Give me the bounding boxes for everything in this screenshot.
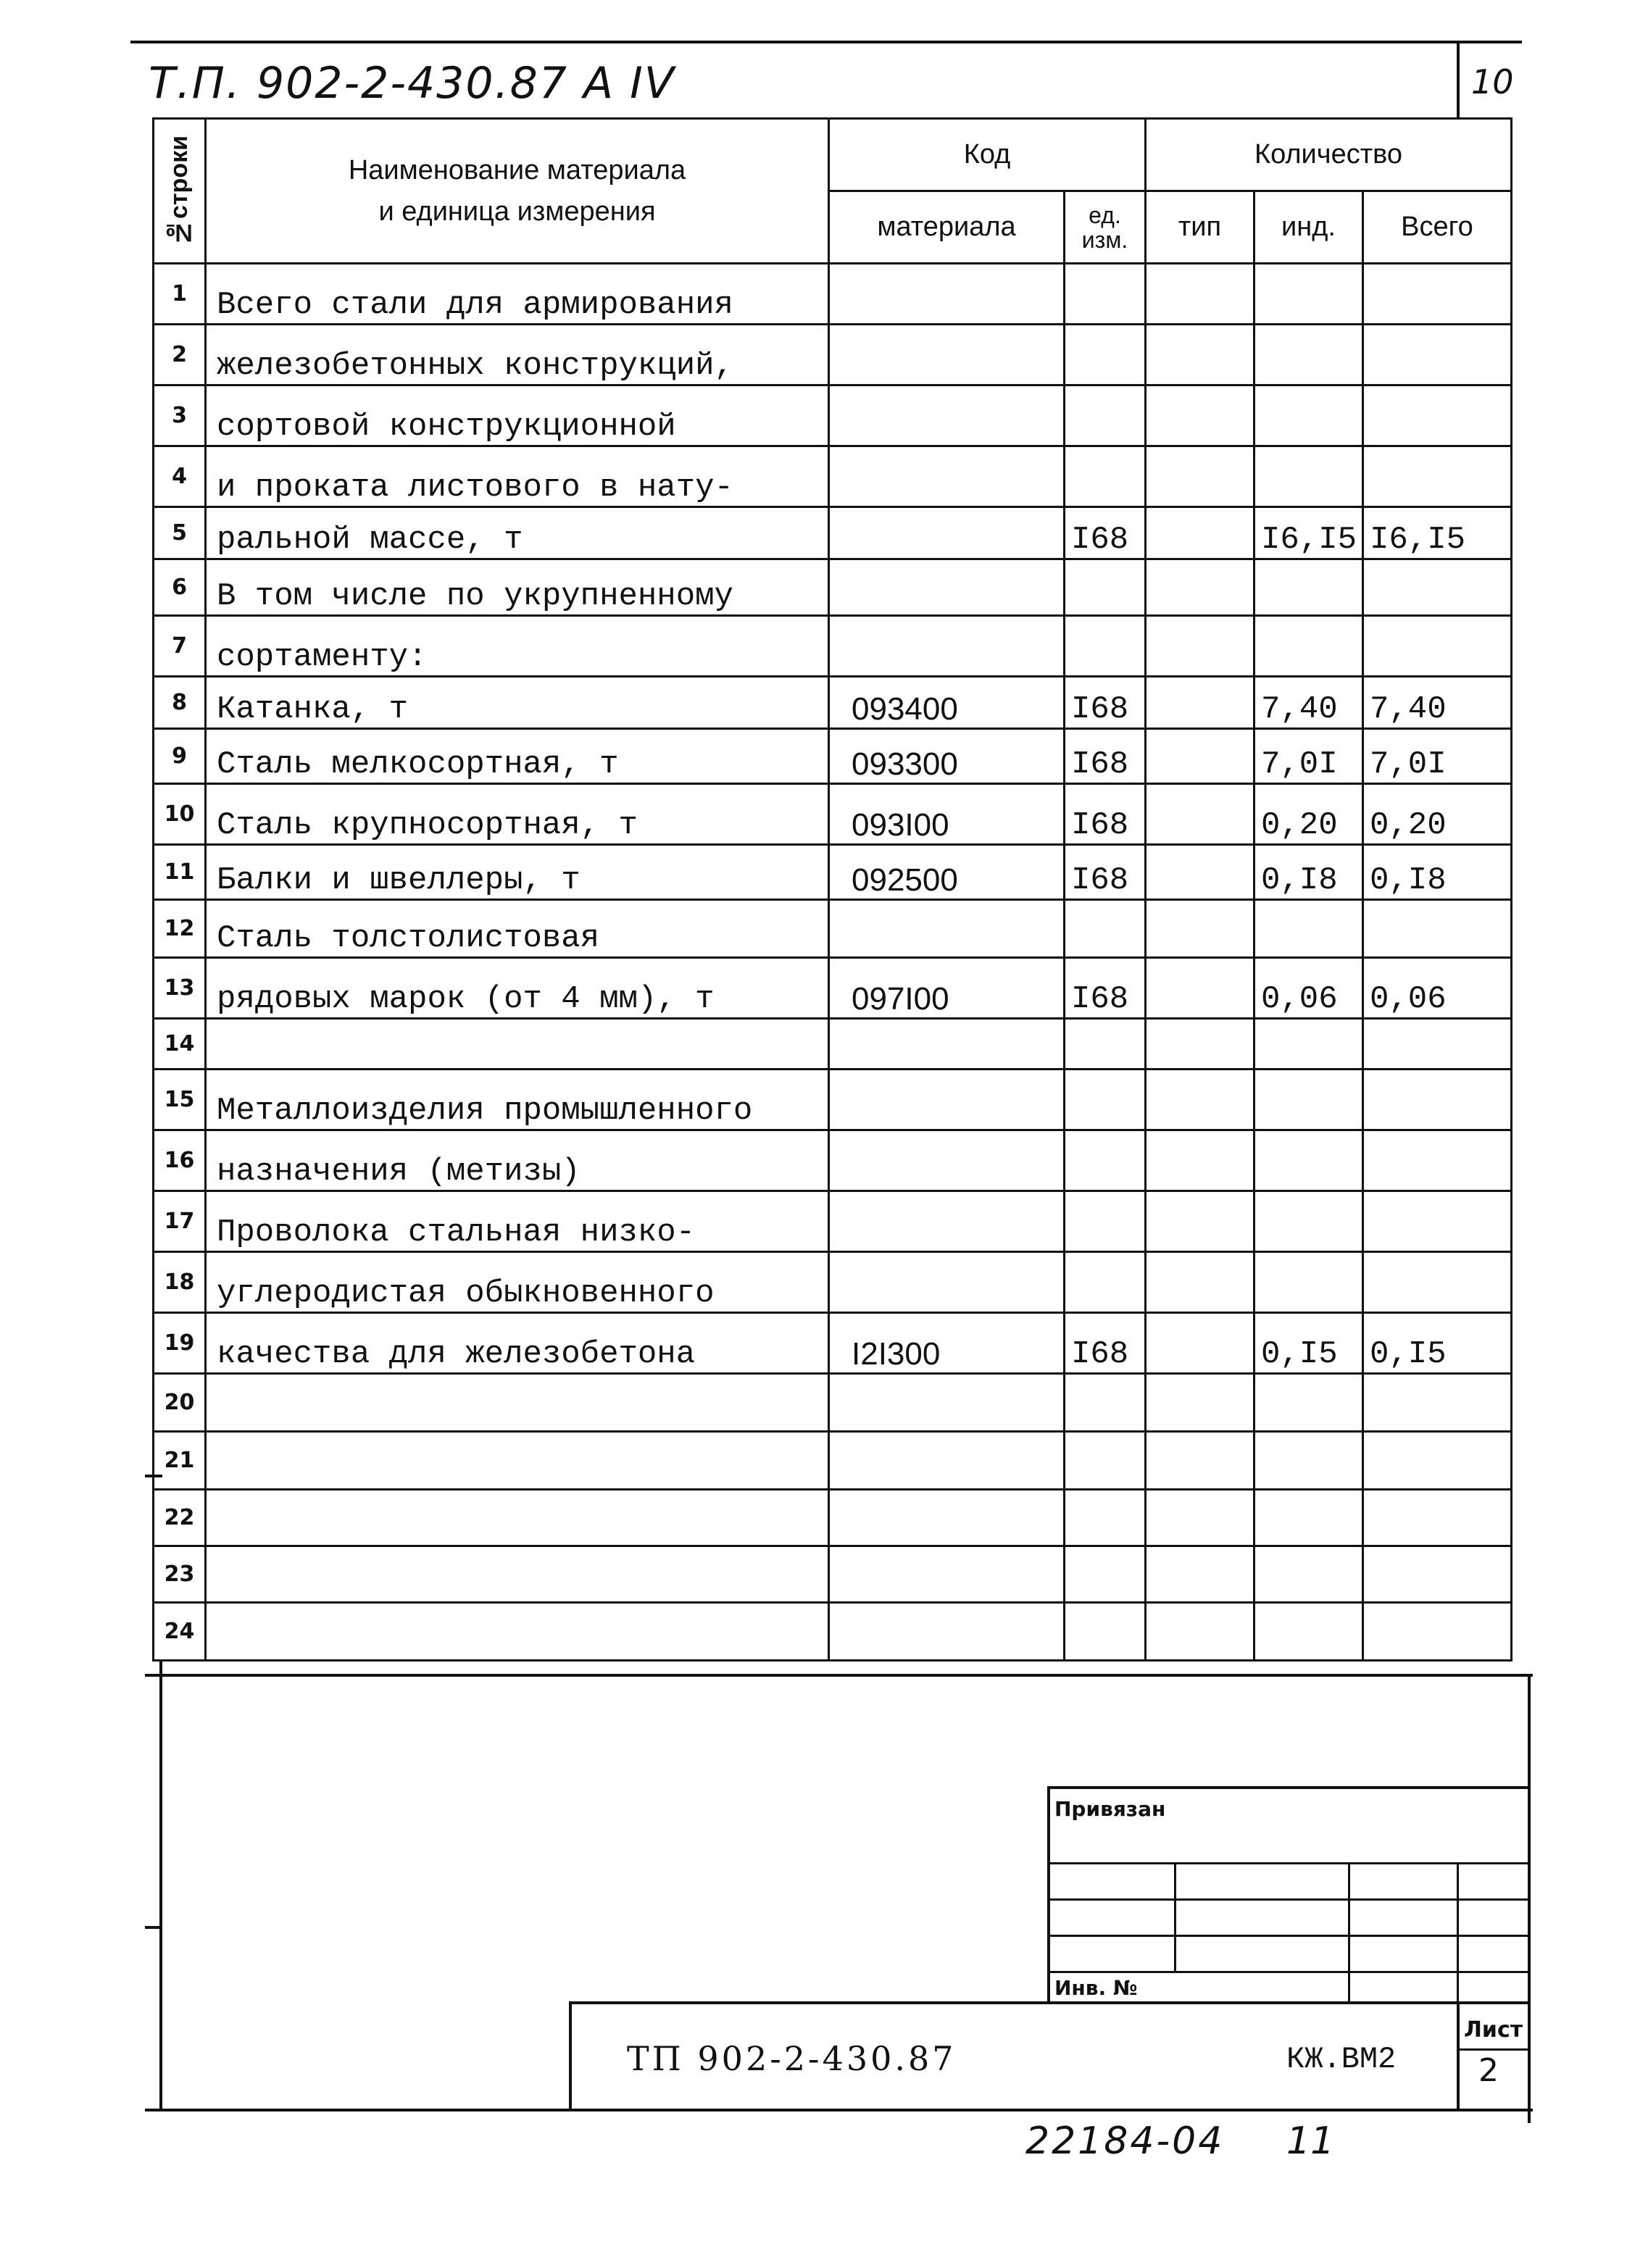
- titleblock-sheet-label: Лист: [1464, 2017, 1523, 2043]
- qty-type: [1146, 845, 1254, 900]
- row-number: 21: [154, 1432, 206, 1490]
- row-number: 17: [154, 1191, 206, 1252]
- material-name: ральной массе, т: [206, 507, 829, 559]
- unit-code: [1065, 616, 1146, 677]
- row-number: 7: [154, 616, 206, 677]
- qty-total: [1363, 1603, 1512, 1661]
- table-row: [154, 1070, 1512, 1130]
- material-code: [829, 900, 1065, 958]
- unit-code: I68: [1065, 784, 1146, 845]
- material-name: рядовых марок (от 4 мм), т: [206, 958, 829, 1019]
- material-code: [829, 559, 1065, 616]
- row-number: 6: [154, 559, 206, 616]
- material-code: 097I00: [829, 958, 1065, 1019]
- qty-ind: 0,I5: [1254, 1313, 1363, 1374]
- table-row: [154, 1546, 1512, 1603]
- qty-total: [1363, 446, 1512, 507]
- header-type: тип: [1146, 191, 1254, 264]
- qty-ind: [1254, 1191, 1363, 1252]
- table-row: [154, 325, 1512, 385]
- table-row: [154, 729, 1512, 784]
- material-code: [829, 1603, 1065, 1661]
- material-name: [206, 1603, 829, 1661]
- row-number: 3: [154, 385, 206, 446]
- qty-total: [1363, 325, 1512, 385]
- row-number: 15: [154, 1070, 206, 1130]
- material-code: 092500: [829, 845, 1065, 900]
- unit-code: [1065, 1432, 1146, 1490]
- qty-type: [1146, 784, 1254, 845]
- unit-code: [1065, 559, 1146, 616]
- qty-ind: [1254, 264, 1363, 325]
- unit-code: I68: [1065, 845, 1146, 900]
- material-name: Сталь мелкосортная, т: [206, 729, 829, 784]
- material-code: [829, 507, 1065, 559]
- table-row: [154, 1490, 1512, 1546]
- qty-total: 0,I8: [1363, 845, 1512, 900]
- qty-type: [1146, 385, 1254, 446]
- material-name: назначения (метизы): [206, 1130, 829, 1191]
- material-name: [206, 1546, 829, 1603]
- row-number: 1: [154, 264, 206, 325]
- qty-ind: 0,20: [1254, 784, 1363, 845]
- table-row: [154, 677, 1512, 729]
- row-number: 20: [154, 1374, 206, 1432]
- frame-left-border: [159, 1659, 162, 2109]
- material-name: железобетонных конструкций,: [206, 325, 829, 385]
- footer-sheet-number: 11: [1286, 2119, 1335, 2163]
- table-row: [154, 559, 1512, 616]
- table-row: [154, 1432, 1512, 1490]
- row-number: 11: [154, 845, 206, 900]
- qty-type: [1146, 1374, 1254, 1432]
- unit-code: [1065, 1130, 1146, 1191]
- header-ind: инд.: [1254, 191, 1363, 264]
- qty-ind: 7,40: [1254, 677, 1363, 729]
- table-row: [154, 1252, 1512, 1313]
- qty-total: [1363, 559, 1512, 616]
- qty-total: [1363, 900, 1512, 958]
- qty-type: [1146, 1313, 1254, 1374]
- unit-code: [1065, 1070, 1146, 1130]
- material-code: I2I300: [829, 1313, 1065, 1374]
- title-block: [569, 2001, 1529, 2110]
- frame-tick: [145, 1926, 162, 1929]
- qty-ind: 7,0I: [1254, 729, 1363, 784]
- table-row: [154, 446, 1512, 507]
- table-row: [154, 1019, 1512, 1070]
- row-number: 13: [154, 958, 206, 1019]
- material-name: сортовой конструкционной: [206, 385, 829, 446]
- material-name: Проволока стальная низко-: [206, 1191, 829, 1252]
- material-name: Всего стали для армирования: [206, 264, 829, 325]
- footer-number: 22184-04: [1025, 2119, 1225, 2163]
- header-material: материала: [829, 191, 1065, 264]
- qty-total: [1363, 1191, 1512, 1252]
- material-name: углеродистая обыкновенного: [206, 1252, 829, 1313]
- qty-ind: [1254, 1070, 1363, 1130]
- material-code: [829, 446, 1065, 507]
- material-code: [829, 325, 1065, 385]
- frame-divider: [145, 1674, 1533, 1677]
- qty-type: [1146, 446, 1254, 507]
- row-number: 24: [154, 1603, 206, 1661]
- qty-ind: [1254, 385, 1363, 446]
- unit-code: I68: [1065, 677, 1146, 729]
- titleblock-sheet-code: КЖ.ВМ2: [1286, 2042, 1397, 2077]
- qty-type: [1146, 1130, 1254, 1191]
- qty-ind: [1254, 559, 1363, 616]
- table-row: [154, 616, 1512, 677]
- header-code-group: Код: [829, 119, 1146, 191]
- material-code: [829, 616, 1065, 677]
- table-row: [154, 385, 1512, 446]
- material-code: [829, 1432, 1065, 1490]
- page-number: 10: [1471, 62, 1514, 101]
- row-number: 8: [154, 677, 206, 729]
- stamp-privyazan-label: Привязан: [1054, 1797, 1166, 1821]
- table-row: [154, 900, 1512, 958]
- row-number: 14: [154, 1019, 206, 1070]
- stamp-inv-label: Инв. №: [1054, 1976, 1138, 2000]
- table-row: [154, 264, 1512, 325]
- material-name: [206, 1374, 829, 1432]
- qty-ind: [1254, 1130, 1363, 1191]
- material-code: [829, 1252, 1065, 1313]
- row-number: 22: [154, 1490, 206, 1546]
- qty-total: [1363, 264, 1512, 325]
- table-row: [154, 784, 1512, 845]
- material-code: [829, 385, 1065, 446]
- material-code: [829, 1546, 1065, 1603]
- material-name: и проката листового в нату-: [206, 446, 829, 507]
- unit-code: I68: [1065, 729, 1146, 784]
- material-name: качества для железобетона: [206, 1313, 829, 1374]
- unit-code: I68: [1065, 1313, 1146, 1374]
- row-number: 19: [154, 1313, 206, 1374]
- row-number: 16: [154, 1130, 206, 1191]
- material-code: 093300: [829, 729, 1065, 784]
- row-number: 12: [154, 900, 206, 958]
- material-code: [829, 264, 1065, 325]
- qty-total: [1363, 1130, 1512, 1191]
- header-qty-group: Количество: [1146, 119, 1512, 191]
- qty-type: [1146, 958, 1254, 1019]
- qty-ind: [1254, 1603, 1363, 1661]
- table-row: [154, 1191, 1512, 1252]
- qty-total: [1363, 1019, 1512, 1070]
- material-name: [206, 1432, 829, 1490]
- material-code: 093I00: [829, 784, 1065, 845]
- row-number: 18: [154, 1252, 206, 1313]
- material-name: Сталь толстолистовая: [206, 900, 829, 958]
- binding-stamp: [1047, 1786, 1529, 2004]
- qty-type: [1146, 900, 1254, 958]
- qty-type: [1146, 729, 1254, 784]
- qty-type: [1146, 325, 1254, 385]
- qty-ind: 0,I8: [1254, 845, 1363, 900]
- table-row: [154, 845, 1512, 900]
- material-code: [829, 1070, 1065, 1130]
- row-number: 4: [154, 446, 206, 507]
- material-code: [829, 1019, 1065, 1070]
- unit-code: [1065, 264, 1146, 325]
- material-code: [829, 1374, 1065, 1432]
- document-title: Т.П. 902-2-430.87 А IV: [149, 58, 675, 109]
- titleblock-sheet-number: 2: [1478, 2052, 1499, 2089]
- qty-type: [1146, 559, 1254, 616]
- header-total: Всего: [1363, 191, 1512, 264]
- qty-total: [1363, 1374, 1512, 1432]
- qty-ind: [1254, 616, 1363, 677]
- table-row: [154, 1313, 1512, 1374]
- unit-code: [1065, 1546, 1146, 1603]
- qty-type: [1146, 677, 1254, 729]
- header-unit: ед. изм.: [1065, 191, 1146, 264]
- qty-type: [1146, 1191, 1254, 1252]
- unit-code: I68: [1065, 958, 1146, 1019]
- qty-ind: 0,06: [1254, 958, 1363, 1019]
- unit-code: [1065, 325, 1146, 385]
- qty-type: [1146, 1019, 1254, 1070]
- titleblock-doc-number: ТП 902-2-430.87: [627, 2039, 957, 2078]
- material-name: [206, 1490, 829, 1546]
- qty-ind: [1254, 1374, 1363, 1432]
- row-number: 2: [154, 325, 206, 385]
- top-frame-line: [130, 41, 1522, 43]
- qty-ind: [1254, 1546, 1363, 1603]
- unit-code: [1065, 446, 1146, 507]
- qty-total: 7,40: [1363, 677, 1512, 729]
- qty-total: [1363, 616, 1512, 677]
- material-code: [829, 1130, 1065, 1191]
- unit-code: [1065, 385, 1146, 446]
- qty-ind: [1254, 1019, 1363, 1070]
- material-name: Катанка, т: [206, 677, 829, 729]
- qty-ind: [1254, 1252, 1363, 1313]
- qty-ind: [1254, 1490, 1363, 1546]
- qty-total: [1363, 1546, 1512, 1603]
- table-row: [154, 1374, 1512, 1432]
- materials-table: [152, 117, 1512, 1662]
- material-code: [829, 1191, 1065, 1252]
- qty-type: [1146, 507, 1254, 559]
- row-number: 23: [154, 1546, 206, 1603]
- qty-total: [1363, 1070, 1512, 1130]
- qty-total: [1363, 385, 1512, 446]
- material-name: Балки и швеллеры, т: [206, 845, 829, 900]
- table-row: [154, 507, 1512, 559]
- material-code: 093400: [829, 677, 1065, 729]
- qty-total: 7,0I: [1363, 729, 1512, 784]
- qty-type: [1146, 1070, 1254, 1130]
- qty-type: [1146, 1490, 1254, 1546]
- unit-code: [1065, 1191, 1146, 1252]
- qty-total: I6,I5: [1363, 507, 1512, 559]
- header-row-no: №строки: [154, 119, 206, 264]
- unit-code: [1065, 1019, 1146, 1070]
- material-name: Сталь крупносортная, т: [206, 784, 829, 845]
- unit-code: I68: [1065, 507, 1146, 559]
- unit-code: [1065, 1252, 1146, 1313]
- qty-ind: [1254, 900, 1363, 958]
- qty-total: 0,I5: [1363, 1313, 1512, 1374]
- qty-total: 0,06: [1363, 958, 1512, 1019]
- table-row: [154, 1603, 1512, 1661]
- unit-code: [1065, 1603, 1146, 1661]
- qty-type: [1146, 1252, 1254, 1313]
- material-code: [829, 1490, 1065, 1546]
- qty-ind: [1254, 325, 1363, 385]
- table-row: [154, 1130, 1512, 1191]
- qty-total: 0,20: [1363, 784, 1512, 845]
- qty-total: [1363, 1490, 1512, 1546]
- qty-total: [1363, 1252, 1512, 1313]
- row-number: 9: [154, 729, 206, 784]
- qty-total: [1363, 1432, 1512, 1490]
- qty-ind: [1254, 1432, 1363, 1490]
- unit-code: [1065, 900, 1146, 958]
- qty-type: [1146, 616, 1254, 677]
- qty-type: [1146, 1603, 1254, 1661]
- unit-code: [1065, 1490, 1146, 1546]
- qty-ind: [1254, 446, 1363, 507]
- row-number: 10: [154, 784, 206, 845]
- qty-type: [1146, 264, 1254, 325]
- qty-ind: I6,I5: [1254, 507, 1363, 559]
- unit-code: [1065, 1374, 1146, 1432]
- qty-type: [1146, 1432, 1254, 1490]
- row-number: 5: [154, 507, 206, 559]
- qty-type: [1146, 1546, 1254, 1603]
- material-name: Металлоизделия промышленного: [206, 1070, 829, 1130]
- material-name: сортаменту:: [206, 616, 829, 677]
- top-frame-divider: [1457, 43, 1460, 120]
- frame-tick: [145, 1475, 162, 1477]
- material-name: В том числе по укрупненному: [206, 559, 829, 616]
- table-row: [154, 958, 1512, 1019]
- material-name: [206, 1019, 829, 1070]
- header-name: Наименование материала и единица измерения: [206, 119, 829, 264]
